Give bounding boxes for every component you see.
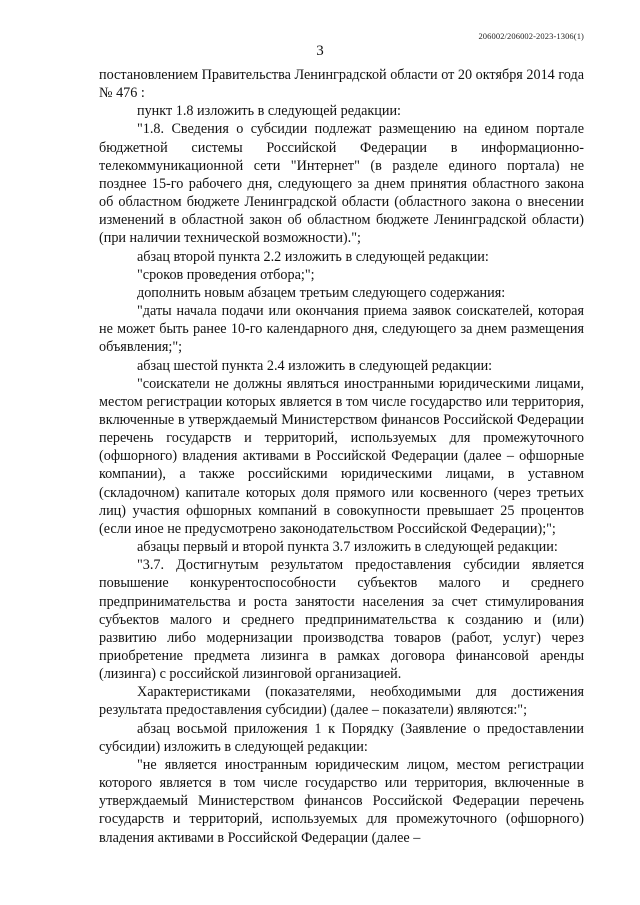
document-id: 206002/206002-2023-1306(1) xyxy=(478,31,584,41)
paragraph: "даты начала подачи или окончания приема заявок соискателей, которая не может быть ранее 10-го календарного дня, следующего за днем размещения объявления;"; xyxy=(99,303,584,356)
paragraph: абзац второй пункта 2.2 изложить в следующей редакции: xyxy=(137,248,489,265)
paragraph: абзац восьмой приложения 1 к Порядку (Заявление о предоставлении субсидии) изложить в следующей редакции: xyxy=(99,720,584,755)
paragraph: "3.7. Достигнутым результатом предоставления субсидии является повышение конкурентоспособности субъектов малого и среднего предпринимательства и роста занятости населения за счет стимулирования субъектов малого и среднего предпринимательства к созданию и (или) развитию либо модернизации производства товаров (работ, услуг) через приобретение предмета лизинга в рамках договора финансовой аренды (лизинга) с российской лизинговой организацией. xyxy=(99,557,584,683)
paragraph: Характеристиками (показателями, необходимыми для достижения результата предоставления субсидии) (далее – показатели) являются:"; xyxy=(99,684,584,719)
paragraph: "1.8. Сведения о субсидии подлежат размещению на едином портале бюджетной системы Российской Федерации в информационно-телекоммуникационной сети "Интернет" (в разделе единого портала) не позднее 15-го рабочего дня, следующего за днем принятия областного закона об областном бюджете Ленинградской области (областного закона о внесении изменений в областной закон об областном бюджете Ленинградской области) (при наличии технической возможности)."; xyxy=(99,121,584,247)
document-body xyxy=(99,66,584,847)
paragraph: абзацы первый и второй пункта 3.7 изложить в следующей редакции: xyxy=(137,539,558,556)
paragraph: дополнить новым абзацем третьим следующего содержания: xyxy=(137,284,506,301)
page-number: 3 xyxy=(316,43,324,59)
paragraph: абзац шестой пункта 2.4 изложить в следующей редакции: xyxy=(137,357,493,374)
paragraph: "не является иностранным юридическим лицом, местом регистрации которого является в том числе государство или территория, включенные в утверждаемый Министерством финансов Российской Федерации перечень государств и территорий, используемых для промежуточного (офшорного) владения активами в Российской Федерации (далее – xyxy=(99,756,584,846)
paragraph: "сроков проведения отбора;"; xyxy=(137,266,315,283)
paragraph: "соискатели не должны являться иностранными юридическими лицами, местом регистрации которых является в том числе государство или территория, включенные в утверждаемый Министерством финансов Российской Федерации перечень государств и территорий, используемых для промежуточного (офшорного) владения активами в Российской Федерации (далее – офшорные компании), а также российскими юридическими лицами, в уставном (складочном) капитале которых доля прямого или косвенного (через третьих лиц) участия офшорных компаний в совокупности превышает 25 процентов (если иное не предусмотрено законодательством Российской Федерации);"; xyxy=(99,375,584,537)
paragraph: постановлением Правительства Ленинградской области от 20 октября 2014 года № 476 : xyxy=(99,67,584,102)
paragraph: пункт 1.8 изложить в следующей редакции: xyxy=(137,103,401,120)
